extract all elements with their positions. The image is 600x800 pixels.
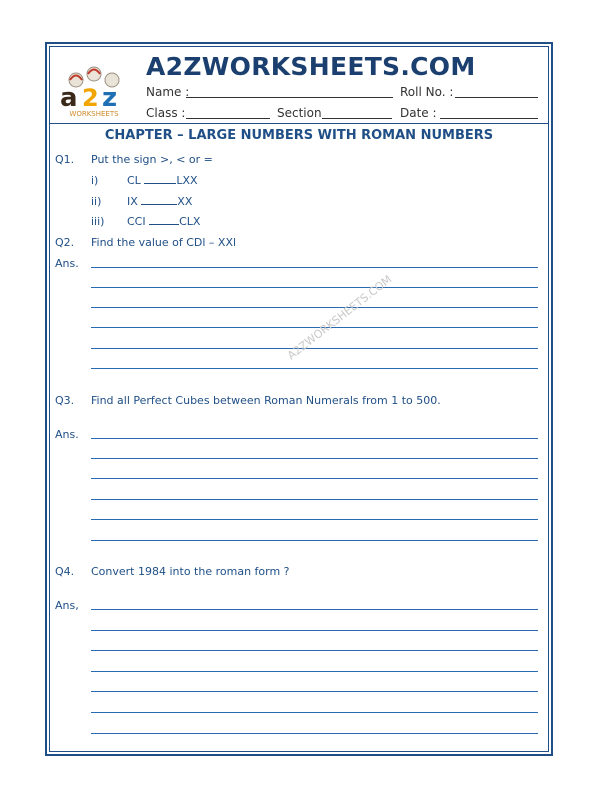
class-blank[interactable]	[186, 118, 270, 119]
q2-answer-label: Ans.	[55, 257, 79, 270]
section-label: Section	[277, 106, 322, 120]
q4-number: Q4.	[55, 565, 75, 578]
name-label: Name :	[146, 85, 190, 99]
date-blank[interactable]	[440, 118, 538, 119]
q1-item-2	[127, 195, 192, 208]
q1-item-3-blank[interactable]	[149, 215, 179, 225]
header-separator	[49, 123, 549, 124]
q3-answer-line[interactable]	[91, 478, 538, 479]
q1-item-1-left: CL	[127, 174, 141, 187]
svg-text:a: a	[60, 83, 78, 113]
q2-answer-line[interactable]	[91, 267, 538, 268]
q1-item-1-right: LXX	[176, 174, 198, 187]
q3-answer-line[interactable]	[91, 540, 538, 541]
name-blank[interactable]	[186, 97, 393, 98]
chapter-title: CHAPTER – LARGE NUMBERS WITH ROMAN NUMBERS	[104, 128, 494, 143]
q1-number: Q1.	[55, 153, 75, 166]
q3-text: Find all Perfect Cubes between Roman Numerals from 1 to 500.	[91, 394, 441, 407]
q1-item-3-label: iii)	[91, 215, 105, 228]
q4-answer-line[interactable]	[91, 609, 538, 610]
q3-answer-line[interactable]	[91, 499, 538, 500]
roll-blank[interactable]	[455, 97, 538, 98]
q1-item-2-right: XX	[177, 195, 193, 208]
q3-answer-line[interactable]	[91, 438, 538, 439]
q2-answer-line[interactable]	[91, 307, 538, 308]
q3-answer-line[interactable]	[91, 519, 538, 520]
q2-answer-line[interactable]	[91, 287, 538, 288]
q1-text: Put the sign >, < or =	[91, 153, 213, 166]
section-blank[interactable]	[322, 118, 392, 119]
q3-answer-label: Ans.	[55, 428, 79, 441]
q4-answer-label: Ans,	[55, 599, 79, 612]
svg-text:z: z	[102, 83, 118, 113]
q2-text: Find the value of CDl – XXl	[91, 236, 237, 249]
q4-answer-line[interactable]	[91, 691, 538, 692]
date-label: Date :	[400, 106, 437, 120]
watermark: A2ZWORKSHEETS.COM	[285, 272, 395, 363]
q4-answer-line[interactable]	[91, 650, 538, 651]
q1-item-2-blank[interactable]	[141, 195, 177, 205]
q2-answer-line[interactable]	[91, 348, 538, 349]
q1-item-1-blank[interactable]	[144, 174, 176, 184]
q4-answer-line[interactable]	[91, 712, 538, 713]
q4-answer-line[interactable]	[91, 733, 538, 734]
q1-item-2-left: IX	[127, 195, 138, 208]
svg-text:2: 2	[82, 84, 99, 112]
q1-item-3-right: CLX	[179, 215, 201, 228]
roll-label: Roll No. :	[400, 85, 454, 99]
q3-answer-line[interactable]	[91, 458, 538, 459]
q1-item-3-left: CCI	[127, 215, 146, 228]
q3-number: Q3.	[55, 394, 75, 407]
q1-item-1	[127, 174, 198, 187]
q1-item-2-label: ii)	[91, 195, 102, 208]
a2z-logo	[56, 62, 132, 118]
site-title: A2ZWORKSHEETS.COM	[146, 52, 476, 81]
q1-item-3	[127, 215, 200, 228]
q4-answer-line[interactable]	[91, 630, 538, 631]
q2-answer-line[interactable]	[91, 368, 538, 369]
q2-number: Q2.	[55, 236, 75, 249]
logo-caption: WORKSHEETS	[69, 110, 119, 118]
class-label: Class :	[146, 106, 186, 120]
q4-text: Convert 1984 into the roman form ?	[91, 565, 290, 578]
q4-answer-line[interactable]	[91, 671, 538, 672]
q1-item-1-label: i)	[91, 174, 99, 187]
